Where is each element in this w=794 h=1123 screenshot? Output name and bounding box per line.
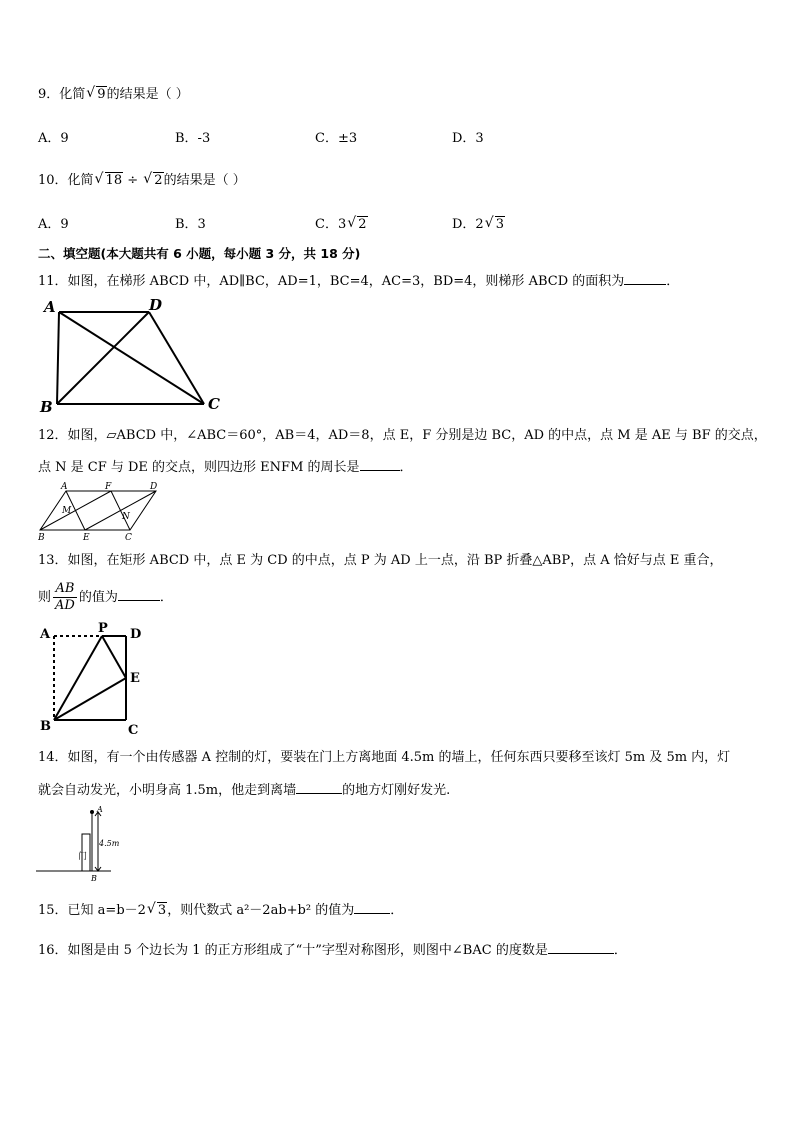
label-c: C [128,723,139,737]
label-b: B [40,398,53,414]
label-a: A [61,482,68,492]
option-c: C．±3 [315,131,358,146]
trapezoid-figure [38,296,228,414]
question-14-line2: 就会自动发光，小明身高 1.5m，他走到离墙 的地方灯刚好发光. [38,780,450,800]
answer-blank [624,271,666,285]
question-11: 11．如图，在梯形 ABCD 中，AD∥BC，AD=1，BC=4，AC=3，BD=4，则梯形 ABCD 的面积为 ． [38,271,679,291]
rectangle-fold-figure [38,622,148,737]
answer-blank [360,457,400,471]
label-height: 4.5m [99,839,120,848]
question-13-line2: 则 $\frac{AB}{AD}$ 的值为 ． [38,581,173,613]
option-b: B．3 [175,217,206,232]
option-d: D．2√ 3 [452,213,505,232]
answer-blank [118,587,160,601]
option-b: B．-3 [175,131,211,146]
label-d: D [149,296,163,314]
question-10-options [38,213,758,233]
sqrt-symbol: √ 2 [144,172,163,190]
question-13-line1: 13．如图，在矩形 ABCD 中，点 E 为 CD 的中点，点 P 为 AD 上一点，沿 BP 折叠△ABP，点 A 恰好与点 E 重合， [38,553,723,568]
question-9: 9．化简√ 9的结果是（ ） [38,86,189,104]
question-10: 10．化简√ 18 ÷ √ 2的结果是（ ） [38,172,246,190]
label-a: A [97,805,103,814]
sensor-lamp-figure [36,804,126,884]
label-d: D [130,627,142,642]
sqrt-symbol: √ 9 [87,86,106,104]
label-b: B [38,533,45,541]
question-14-line1: 14．如图，有一个由传感器 A 控制的灯，要装在门上方离地面 4.5m 的墙上，任何东西只要移至该灯 5m 及 5m 内，灯 [38,750,731,765]
question-9-options [38,127,758,147]
label-c: C [208,395,220,413]
option-d: D．3 [452,131,484,146]
section-title: 二、填空题(本大题共有 6 小题，每小题 3 分，共 18 分) [38,246,361,261]
sensor-dot [90,810,94,814]
label-e: E [83,533,90,541]
label-door: 门 [78,852,88,862]
option-c: C．3√ 2 [315,213,368,232]
answer-blank [354,900,390,914]
fraction-ab-ad: $\frac{AB}{AD}$ [55,581,75,613]
question-16: 16．如图是由 5 个边长为 1 的正方形组成了“十”字型对称图形，则图中∠BAC 的度数是 ． [38,940,627,960]
label-n: N [122,512,130,522]
question-12-line2: 点 N 是 CF 与 DE 的交点，则四边形 ENFM 的周长是 ． [38,457,413,477]
option-a: A．9 [38,131,69,146]
label-b: B [91,874,97,883]
question-12-line1: 12．如图，▱ABCD 中，∠ABC＝60°，AB＝4，AD＝8，点 E，F 分别是边 BC，AD 的中点，点 M 是 AE 与 BF 的交点， [38,428,767,443]
label-m: M [62,506,72,516]
answer-blank [548,940,614,954]
label-c: C [125,533,132,541]
label-a: A [40,627,51,642]
label-e: E [130,671,140,686]
parallelogram-figure [38,481,168,541]
sqrt-symbol: √ 3 [148,902,167,920]
question-15: 15．已知 a=b－2√ 3，则代数式 a²－2ab+b² 的值为 ． [38,900,403,920]
sqrt-symbol: √ 18 [96,172,124,190]
label-f: F [105,482,112,492]
label-a: A [44,298,56,316]
label-d: D [150,482,158,492]
label-b: B [40,719,51,734]
option-a: A．9 [38,217,69,232]
answer-blank [296,780,342,794]
label-p: P [98,622,108,636]
